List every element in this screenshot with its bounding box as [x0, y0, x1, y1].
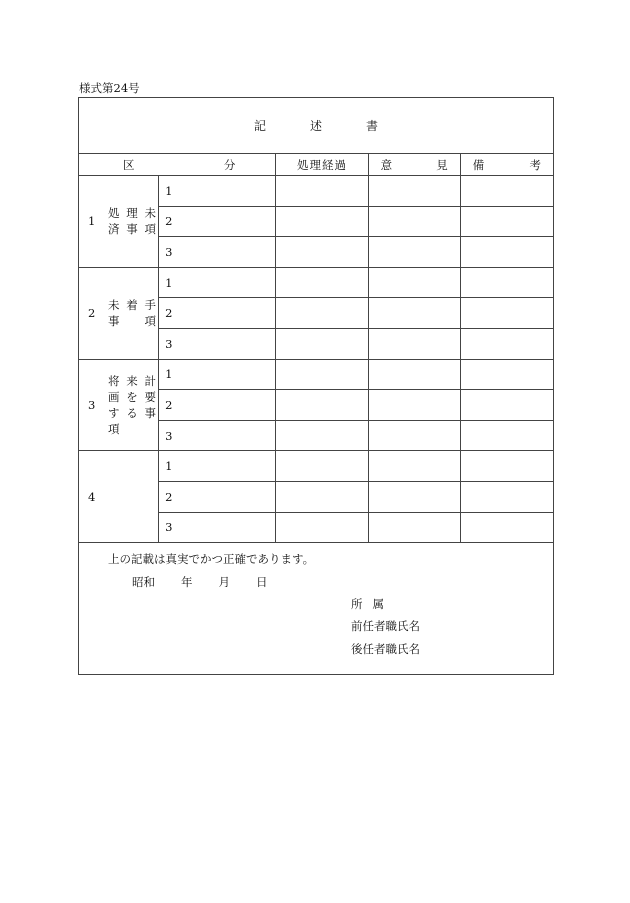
biko-cell[interactable] [460, 328, 553, 359]
item-number: 2 [159, 206, 276, 237]
section-title: 処 理 未 済 事 項 [108, 206, 156, 237]
table-header [79, 154, 554, 176]
table-row [79, 451, 554, 482]
biko-cell[interactable] [460, 206, 553, 237]
item-number: 3 [159, 420, 276, 451]
item-number: 3 [159, 512, 276, 543]
iken-cell[interactable] [368, 237, 460, 268]
keika-cell[interactable] [276, 206, 368, 237]
item-number: 2 [159, 390, 276, 421]
statement-table [78, 97, 554, 675]
date-line: 昭和 年 月 日 [132, 575, 268, 590]
header-biko: 備 考 [460, 154, 553, 176]
item-number: 1 [159, 176, 276, 207]
declaration-box [79, 543, 554, 675]
table-row [79, 267, 554, 298]
biko-cell[interactable] [460, 298, 553, 329]
header-iken: 意 見 [368, 154, 460, 176]
document-title: 記 述 書 [79, 98, 554, 154]
biko-cell[interactable] [460, 420, 553, 451]
item-number: 2 [159, 298, 276, 329]
keika-cell[interactable] [276, 420, 368, 451]
iken-cell[interactable] [368, 390, 460, 421]
declaration-text: 上の記載は真実でかつ正確であります。 [108, 552, 315, 567]
form-number: 様式第24号 [79, 81, 140, 95]
section-number: 3 [88, 397, 96, 412]
biko-cell[interactable] [460, 237, 553, 268]
section-1-label [79, 176, 159, 268]
keika-cell[interactable] [276, 176, 368, 207]
iken-cell[interactable] [368, 298, 460, 329]
section-title: 将 来 計 画 を 要 す る 事 項 [108, 373, 156, 436]
biko-cell[interactable] [460, 481, 553, 512]
iken-cell[interactable] [368, 176, 460, 207]
item-number: 2 [159, 481, 276, 512]
keika-cell[interactable] [276, 328, 368, 359]
biko-cell[interactable] [460, 451, 553, 482]
keika-cell[interactable] [276, 359, 368, 390]
iken-cell[interactable] [368, 481, 460, 512]
section-3-label [79, 359, 159, 451]
header-keika: 処理経過 [276, 154, 368, 176]
item-number: 1 [159, 359, 276, 390]
item-number: 3 [159, 328, 276, 359]
iken-cell[interactable] [368, 206, 460, 237]
iken-cell[interactable] [368, 451, 460, 482]
biko-cell[interactable] [460, 267, 553, 298]
item-number: 3 [159, 237, 276, 268]
iken-cell[interactable] [368, 328, 460, 359]
section-number: 2 [88, 306, 96, 321]
section-number: 4 [88, 489, 96, 504]
biko-cell[interactable] [460, 359, 553, 390]
section-title: 未 着 手 事 項 [108, 298, 156, 329]
successor-label: 後任者職氏名 [351, 642, 420, 657]
declaration-row [79, 543, 554, 675]
biko-cell[interactable] [460, 176, 553, 207]
keika-cell[interactable] [276, 451, 368, 482]
header-kubun: 区 分 [79, 154, 276, 176]
item-number: 1 [159, 267, 276, 298]
keika-cell[interactable] [276, 390, 368, 421]
affiliation-label: 所属 [351, 597, 394, 612]
keika-cell[interactable] [276, 267, 368, 298]
keika-cell[interactable] [276, 298, 368, 329]
keika-cell[interactable] [276, 237, 368, 268]
section-2-label [79, 267, 159, 359]
item-number: 1 [159, 451, 276, 482]
section-4-label [79, 451, 159, 543]
predecessor-label: 前任者職氏名 [351, 619, 420, 634]
keika-cell[interactable] [276, 512, 368, 543]
table-row [79, 359, 554, 390]
biko-cell[interactable] [460, 390, 553, 421]
keika-cell[interactable] [276, 481, 368, 512]
iken-cell[interactable] [368, 420, 460, 451]
iken-cell[interactable] [368, 359, 460, 390]
section-number: 1 [88, 214, 96, 229]
biko-cell[interactable] [460, 512, 553, 543]
table-row [79, 176, 554, 207]
iken-cell[interactable] [368, 267, 460, 298]
iken-cell[interactable] [368, 512, 460, 543]
